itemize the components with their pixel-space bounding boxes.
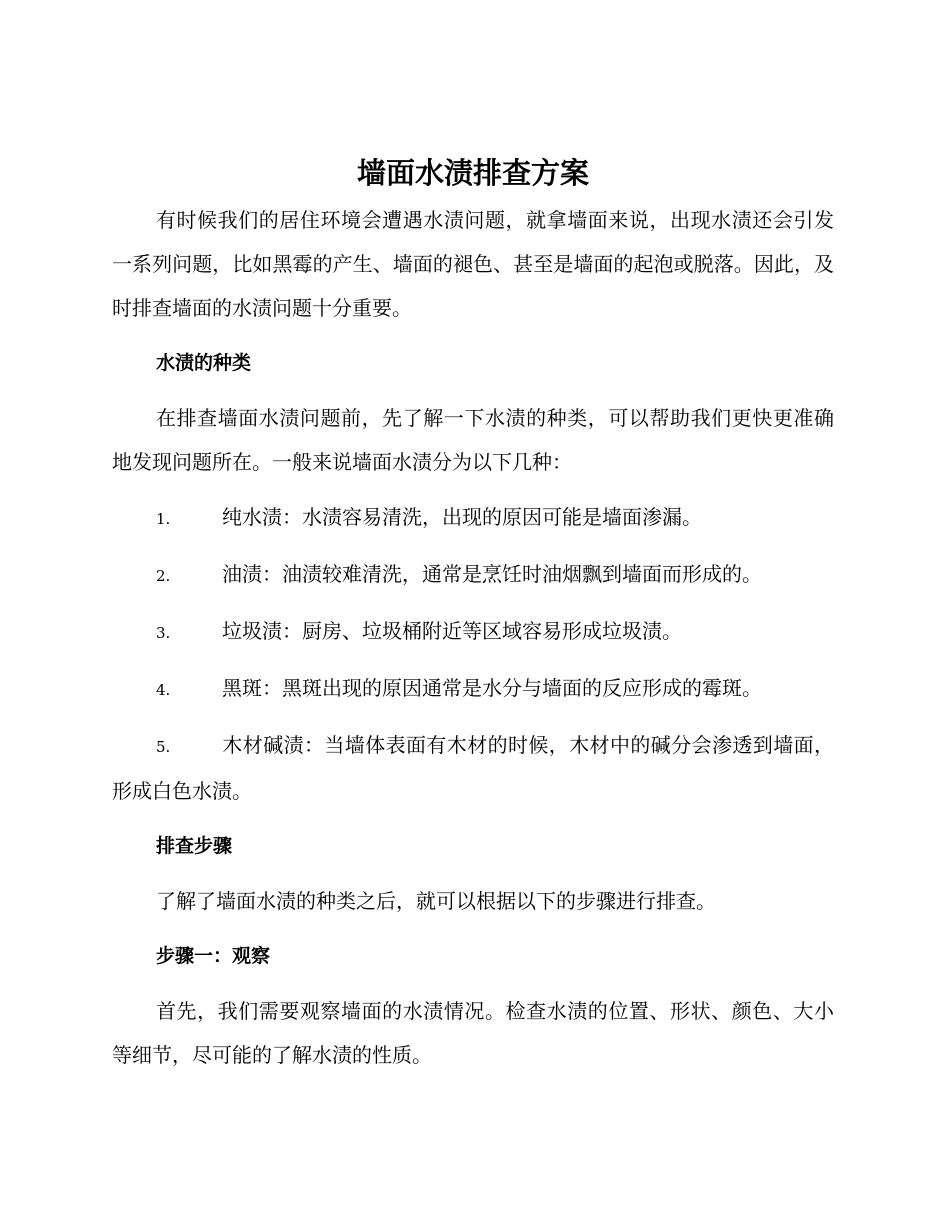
list-item	[112, 495, 834, 541]
list-item-text: 垃圾渍：厨房、垃圾桶附近等区域容易形成垃圾渍。	[222, 619, 682, 643]
list-item-number: 2.	[156, 567, 171, 585]
list-item-number: 4.	[156, 681, 171, 699]
intro-paragraph: 有时候我们的居住环境会遭遇水渍问题，就拿墙面来说，出现水渍还会引发一系列问题，比如黑霉的产生、墙面的褪色、甚至是墙面的起泡或脱落。因此，及时排查墙面的水渍问题十分重要。	[112, 208, 834, 320]
section-heading-steps: 排查步骤	[156, 835, 233, 857]
list-item-text: 纯水渍：水渍容易清洗，出现的原因可能是墙面渗漏。	[222, 505, 702, 529]
stain-types-list	[112, 495, 834, 813]
list-item	[112, 552, 834, 598]
list-item-number: 5.	[156, 738, 171, 756]
step-one-paragraph: 首先，我们需要观察墙面的水渍情况。检查水渍的位置、形状、颜色、大小等细节，尽可能的了解水渍的性质。	[112, 999, 834, 1067]
list-item-number: 1.	[156, 510, 171, 528]
section-heading-stain-types: 水渍的种类	[156, 352, 252, 374]
document-title: 墙面水渍排查方案	[356, 156, 589, 190]
section-heading-step-one: 步骤一：观察	[156, 945, 271, 967]
list-item	[112, 723, 834, 813]
list-item-text: 油渍：油渍较难清洗，通常是烹饪时油烟飘到墙面而形成的。	[222, 562, 762, 586]
steps-intro-paragraph: 了解了墙面水渍的种类之后，就可以根据以下的步骤进行排查。	[156, 889, 716, 913]
list-item	[112, 609, 834, 655]
list-item-number: 3.	[156, 624, 171, 642]
document-page	[112, 148, 834, 1077]
list-item	[112, 666, 834, 712]
stain-types-paragraph: 在排查墙面水渍问题前，先了解一下水渍的种类，可以帮助我们更快更准确地发现问题所在。一般来说墙面水渍分为以下几种：	[112, 406, 834, 474]
list-item-text: 木材碱渍：当墙体表面有木材的时候，木材中的碱分会渗透到墙面，形成白色水渍。	[112, 733, 834, 803]
list-item-text: 黑斑：黑斑出现的原因通常是水分与墙面的反应形成的霉斑。	[222, 676, 762, 700]
